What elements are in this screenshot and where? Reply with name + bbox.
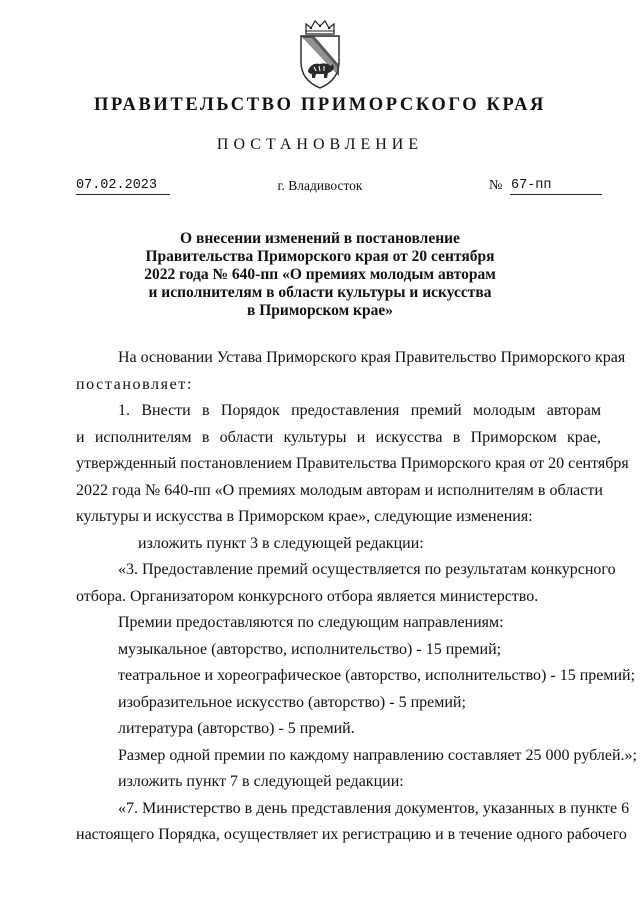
subject-line: и исполнителям в области культуры и искусства bbox=[148, 284, 492, 301]
body-line: 2022 года № 640-пп «О премиях молодым авторам и исполнителям в области bbox=[76, 481, 603, 499]
coat-of-arms-icon bbox=[296, 18, 344, 90]
body-line: изобразительное искусство (авторство) - 5 премий; bbox=[118, 693, 466, 711]
government-title: ПРАВИТЕЛЬСТВО ПРИМОРСКОГО КРАЯ bbox=[93, 95, 546, 115]
document-type: ПОСТАНОВЛЕНИЕ bbox=[216, 136, 424, 153]
body-line: изложить пункт 3 в следующей редакции: bbox=[138, 534, 424, 552]
body-line: «3. Предоставление премий осуществляется по результатам конкурсного bbox=[118, 561, 616, 578]
body-line: утвержденный постановлением Правительства Приморского края от 20 сентября bbox=[76, 455, 629, 472]
body-line: настоящего Порядка, осуществляет их регистрацию и в течение одного рабочего bbox=[76, 826, 627, 843]
body-line: литература (авторство) - 5 премий. bbox=[118, 720, 355, 737]
body-line: Премии предоставляются по следующим направлениям: bbox=[118, 614, 504, 631]
body-line: и исполнителям в области культуры и искусства в Приморском крае, bbox=[76, 428, 601, 446]
document-subject bbox=[120, 230, 520, 320]
document-body bbox=[76, 345, 637, 849]
document-city: г. Владивосток bbox=[277, 178, 363, 193]
body-line: 1. Внести в Порядок предоставления премий молодым авторам bbox=[118, 402, 601, 419]
subject-line: О внесении изменений в постановление bbox=[180, 230, 460, 247]
document-number: 67-пп bbox=[510, 178, 602, 195]
subject-line: в Приморском крае» bbox=[246, 302, 393, 319]
body-line: «7. Министерство в день представления документов, указанных в пункте 6 bbox=[118, 799, 630, 817]
number-sign: № bbox=[489, 178, 503, 193]
body-line: музыкальное (авторство, исполнительство) - 15 премий; bbox=[118, 640, 502, 658]
subject-line: 2022 года № 640-пп «О премиях молодым авторам bbox=[144, 266, 496, 283]
body-line: постановляет: bbox=[76, 375, 193, 393]
body-line: изложить пункт 7 в следующей редакции: bbox=[118, 773, 404, 790]
subject-line: Правительства Приморского края от 20 сентября bbox=[145, 248, 495, 265]
body-line: Размер одной премии по каждому направлению составляет 25 000 рублей.»; bbox=[118, 746, 637, 764]
document-date: 07.02.2023 bbox=[76, 178, 170, 195]
body-line: культуры и искусства в Приморском крае», следующие изменения: bbox=[76, 508, 533, 525]
body-line: театральное и хореографическое (авторство, исполнительство) - 15 премий; bbox=[118, 667, 636, 684]
body-line: отбора. Организатором конкурсного отбора является министерство. bbox=[76, 587, 539, 605]
body-line: На основании Устава Приморского края Правительство Приморского края bbox=[118, 349, 626, 366]
